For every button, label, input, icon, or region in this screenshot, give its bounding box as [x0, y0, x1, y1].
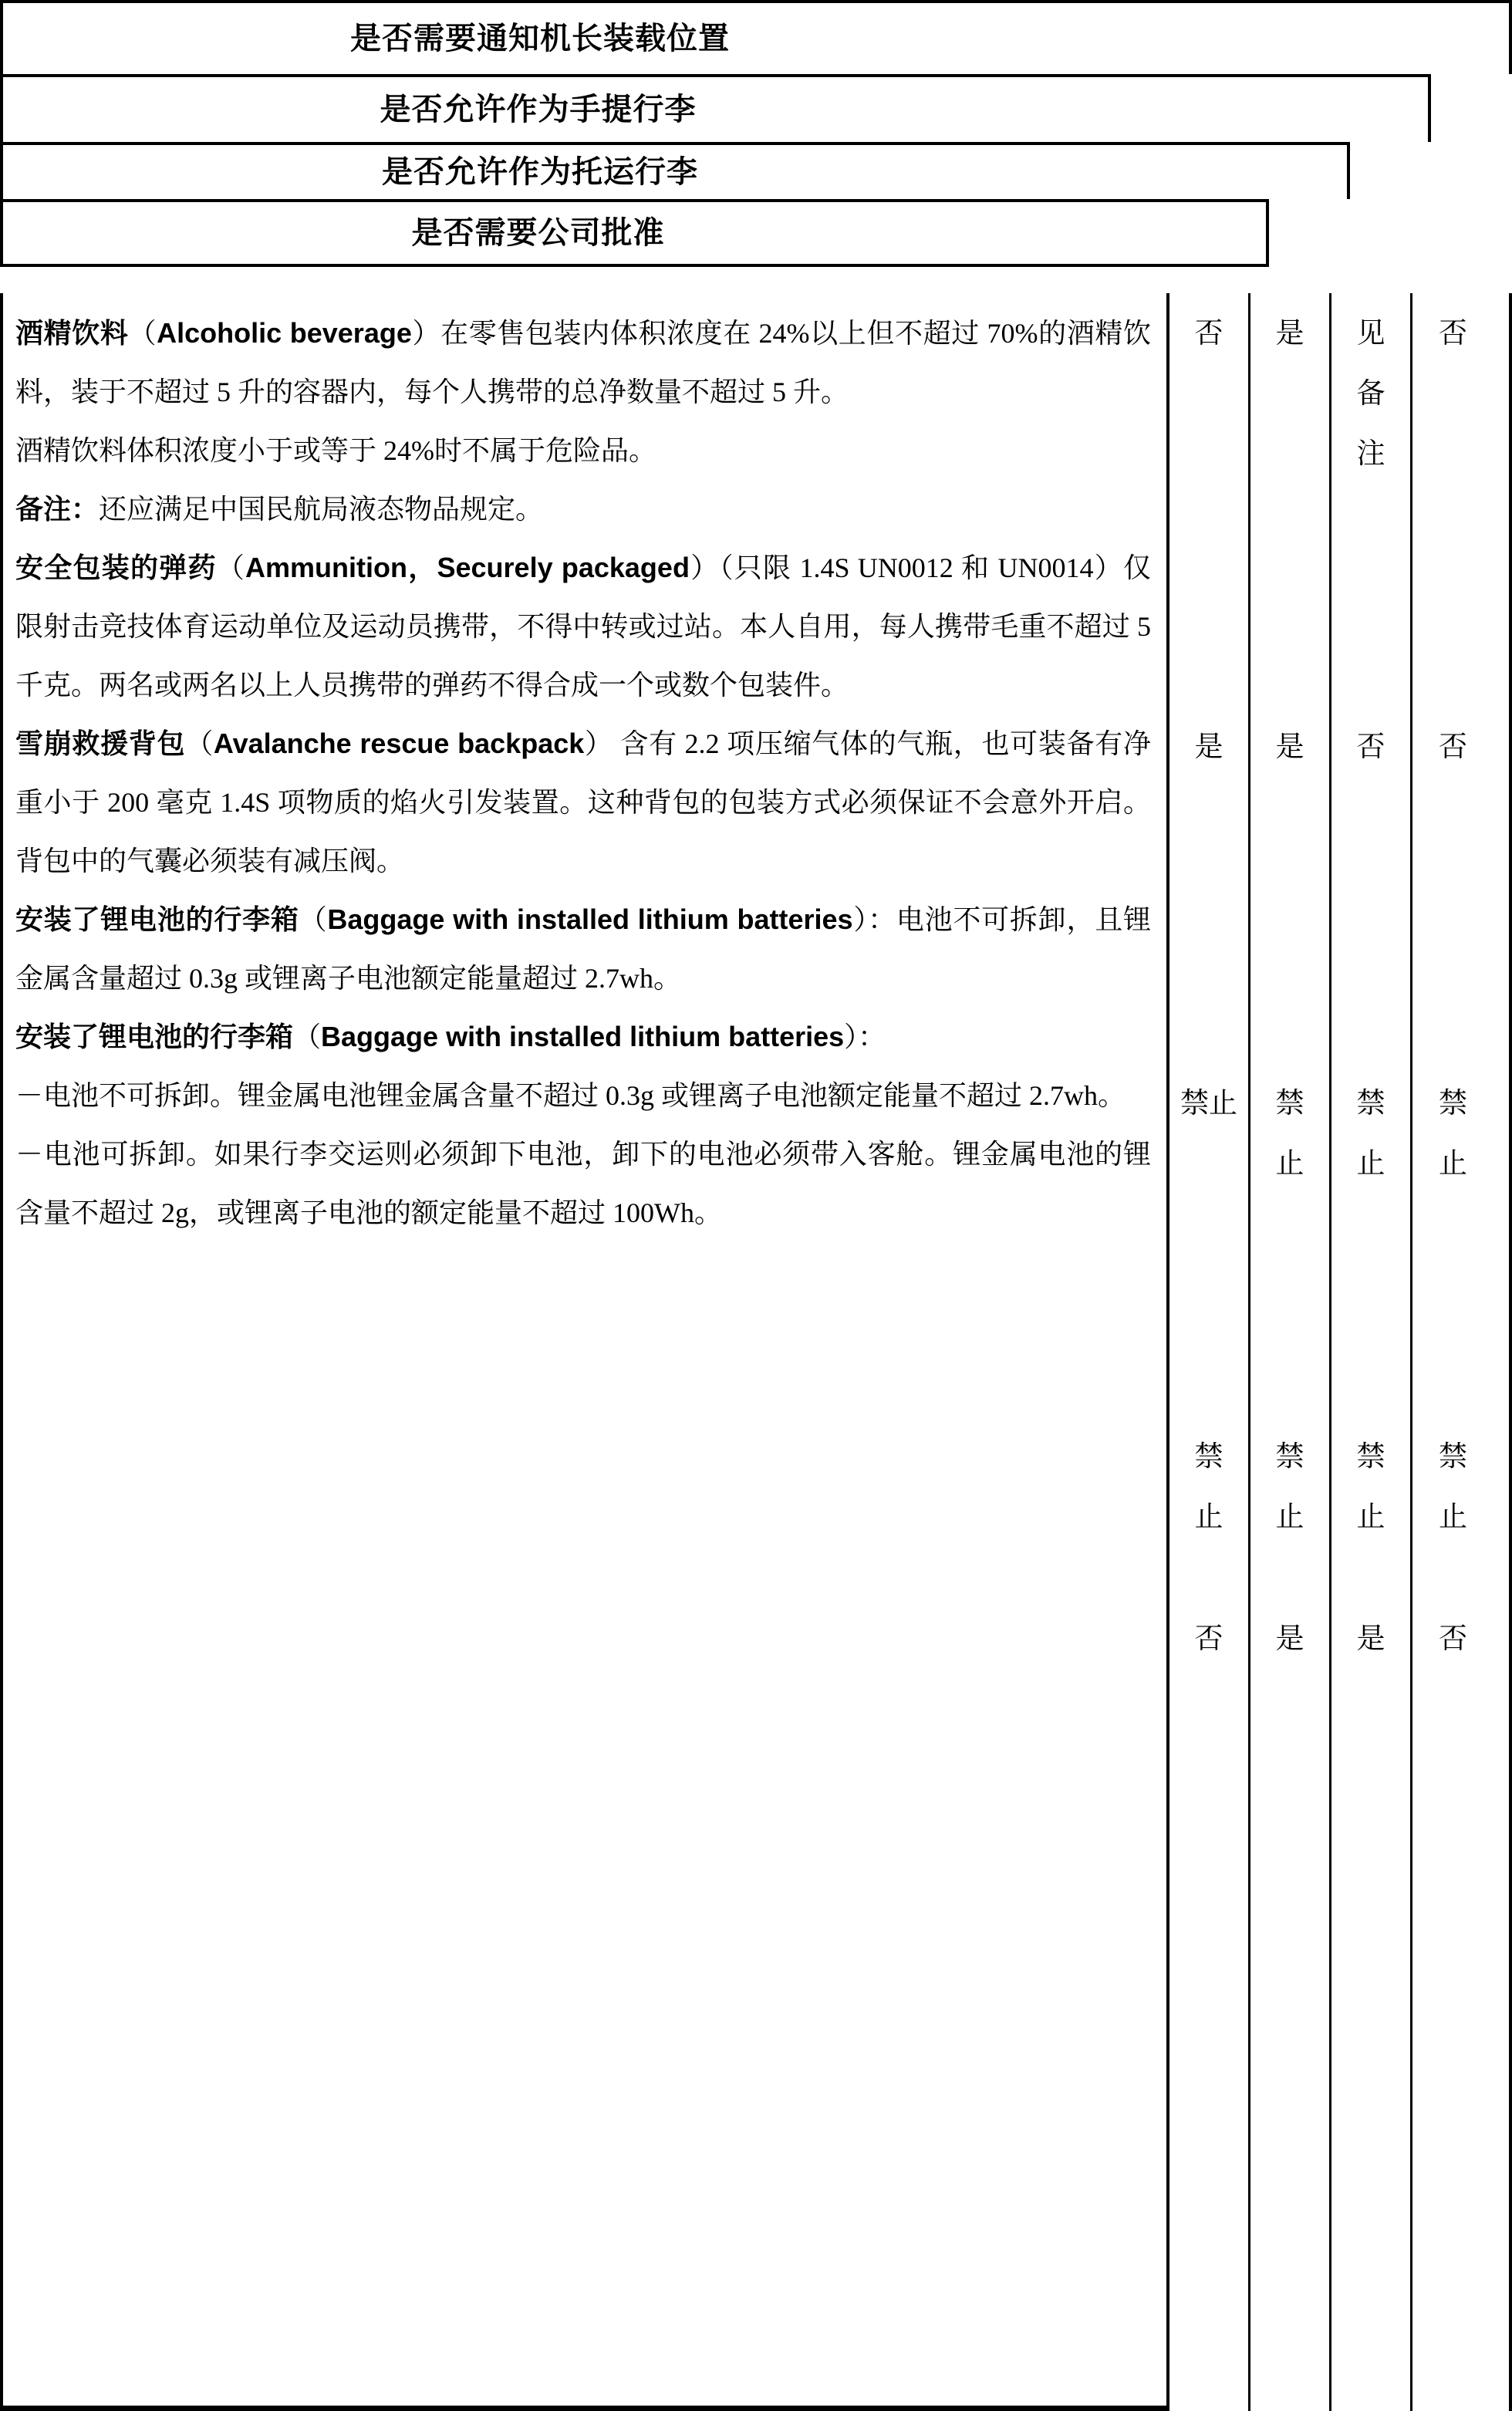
header-label-notify-captain: 是否需要通知机长装载位置	[350, 22, 730, 56]
column-answers-carry-on	[1250, 293, 1331, 2411]
answer-cell: 是	[1275, 731, 1304, 763]
table-row	[15, 890, 1151, 1008]
row-text-battery-allowed-2: －电池不可拆卸。锂金属电池锂金属含量不超过 0.3g 或锂离子电池额定能量不超过 2.7wh。	[15, 1080, 1126, 1111]
answer-cell: 禁 止	[1439, 1088, 1467, 1180]
header-row-company-approval	[0, 199, 1269, 267]
header-label-company-approval: 是否需要公司批准	[411, 216, 665, 250]
answer-cell: 禁止	[1180, 1088, 1237, 1119]
table-row	[15, 714, 1151, 890]
answer-cell: 是	[1194, 731, 1223, 763]
row-text-alcoholic-2: 酒精饮料体积浓度小于或等于 24%时不属于危险品。	[15, 435, 656, 466]
row-text-alcoholic-3: 备注：还应满足中国民航局液态物品规定。	[15, 493, 544, 525]
answer-cell: 见 备 注	[1356, 318, 1385, 470]
answer-cell: 禁 止	[1356, 1441, 1385, 1533]
answer-cell: 否	[1439, 731, 1467, 763]
row-text-alcoholic-1: 酒精饮料（Alcoholic beverage）在零售包装内体积浓度在 24%以上但不超过 70%的酒精饮料，装于不超过 5 升的容器内，每个人携带的总净数量不超过 5 升。	[15, 317, 1151, 407]
row-text-ammunition-1: 安全包装的弹药（Ammunition，Securely packaged）（只限 1.4S UN0012 和 UN0014）仅限射击竞技体育运动单位及运动员携带，不得中转或过站。本人自用，每人携带毛重不超过 5 千克。两名或两名以上人员携带的弹药不得合成一个或数个包装件。	[15, 552, 1151, 701]
answer-cell: 是	[1275, 318, 1304, 349]
answer-cell: 否	[1194, 318, 1223, 349]
header-label-carry-on: 是否允许作为手提行李	[380, 93, 697, 127]
row-text-avalanche-1: 雪崩救援背包（Avalanche rescue backpack） 含有 2.2 项压缩气体的气瓶，也可装备有净重小于 200 毫克 1.4S 项物质的焰火引发装置。这种背包的包装方式必须保证不会意外开启。背包中的气囊必须装有减压阀。	[15, 728, 1151, 876]
answer-cell: 禁 止	[1439, 1441, 1467, 1533]
header-label-checked-baggage: 是否允许作为托运行李	[382, 155, 698, 189]
column-item-description	[3, 293, 1169, 2411]
header-row-notify-captain	[0, 0, 1512, 74]
row-text-battery-allowed-3: －电池可拆卸。如果行李交运则必须卸下电池，卸下的电池必须带入客舱。锂金属电池的锂含量不超过 2g，或锂离子电池的额定能量不超过 100Wh。	[15, 1139, 1151, 1228]
answer-cell: 禁 止	[1194, 1441, 1223, 1533]
table-row	[15, 539, 1151, 714]
header-row-carry-on	[0, 74, 1431, 142]
table-body	[0, 293, 1512, 2411]
answer-cell: 是	[1275, 1623, 1304, 1655]
column-answers-checked-baggage	[1331, 293, 1412, 2411]
table-row	[15, 1008, 1151, 1242]
column-answers-notify-captain	[1169, 293, 1250, 2411]
answer-cell: 否	[1194, 1623, 1223, 1655]
row-text-battery-allowed-1: 安装了锂电池的行李箱（Baggage with installed lithium batteries）：	[15, 1021, 886, 1052]
answer-cell: 禁 止	[1275, 1441, 1304, 1533]
answer-cell: 否	[1356, 731, 1385, 763]
answer-cell: 否	[1439, 1623, 1467, 1655]
row-text-battery-prohibited-1: 安装了锂电池的行李箱（Baggage with installed lithium batteries）：电池不可拆卸，且锂金属含量超过 0.3g 或锂离子电池额定能量超过 2.7wh。	[15, 903, 1151, 994]
column-answers-company-approval	[1412, 293, 1493, 2411]
header-row-checked-baggage	[0, 142, 1350, 199]
answer-cell: 禁 止	[1275, 1088, 1304, 1180]
table-row	[15, 304, 1151, 539]
answer-cell: 是	[1356, 1623, 1385, 1655]
answer-cell: 禁 止	[1356, 1088, 1385, 1180]
table-header-group	[0, 0, 1512, 267]
answer-cell: 否	[1439, 318, 1467, 349]
